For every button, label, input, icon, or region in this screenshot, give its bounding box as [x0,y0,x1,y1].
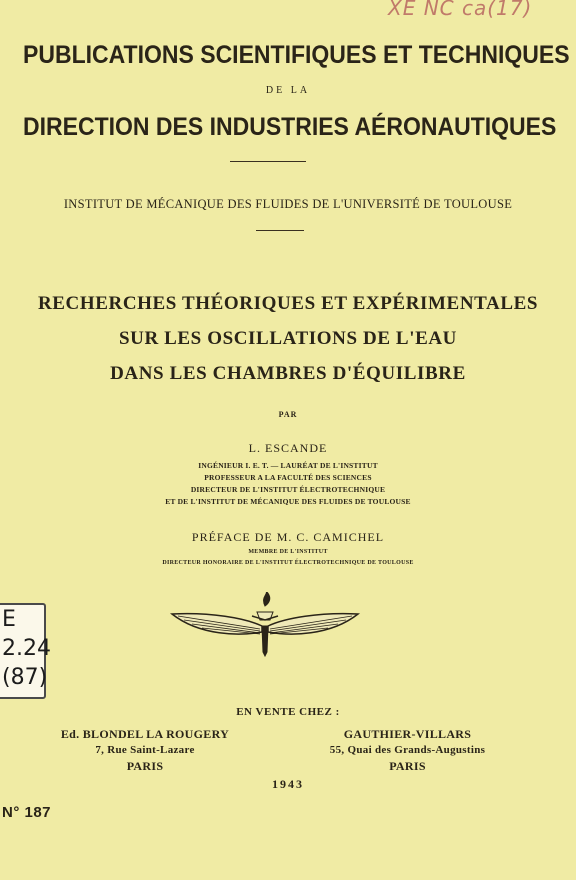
publisher-left-name: Ed. BLONDEL LA ROUGERY [60,727,230,741]
author-title-3: DIRECTEUR DE L'INSTITUT ÉLECTROTECHNIQUE [190,485,386,494]
en-vente-label: EN VENTE CHEZ : [236,706,340,718]
publisher-right [300,726,515,774]
series-number: N° 187 [2,804,52,821]
institut-line: INSTITUT DE MÉCANIQUE DES FLUIDES DE L'UNIVERSITÉ DE TOULOUSE [63,197,513,211]
publisher-right-city: PARIS [389,759,426,773]
title-line3: DANS LES CHAMBRES D'ÉQUILIBRE [110,363,466,384]
publication-year: 1943 [272,777,304,791]
series-title-line2: DIRECTION DES INDUSTRIES AÉRONAUTIQUES [23,113,557,141]
winged-emblem-icon [170,592,360,658]
preface-title-2: DIRECTEUR HONORAIRE DE L'INSTITUT ÉLECTROTECHNIQUE DE TOULOUSE [162,560,414,566]
library-sticker [0,603,51,699]
title-line1: RECHERCHES THÉORIQUES ET EXPÉRIMENTALES [37,293,539,314]
publisher-right-address: 55, Quai des Grands-Augustins [329,744,486,756]
series-title-line1: PUBLICATIONS SCIENTIFIQUES ET TECHNIQUES [23,41,570,69]
sticker-line-1: E [2,607,16,632]
sticker-line-3: (87) [2,665,48,690]
author-title-1: INGÉNIEUR I. E. T. — LAURÉAT DE L'INSTITUT [198,461,378,470]
divider-2 [256,230,304,231]
par-label: PAR [278,410,298,419]
author-name: L. ESCANDE [248,441,328,455]
author-title-2: PROFESSEUR A LA FACULTÉ DES SCIENCES [204,473,372,482]
author-title-4: ET DE L'INSTITUT DE MÉCANIQUE DES FLUIDES DE TOULOUSE [165,497,411,506]
sticker-line-2: 2.24 [2,636,51,661]
preface-line: PRÉFACE DE M. C. CAMICHEL [191,530,385,544]
publisher-right-name: GAUTHIER-VILLARS [343,727,472,741]
title-line2: SUR LES OSCILLATIONS DE L'EAU [118,328,458,349]
preface-title-1: MEMBRE DE L'INSTITUT [248,549,328,555]
divider-1 [230,161,306,162]
series-de-la: DE LA [265,85,311,96]
publisher-left [55,726,235,774]
handwritten-note: XE NC ca(17) [388,0,533,20]
publisher-left-city: PARIS [126,759,164,773]
publisher-left-address: 7, Rue Saint-Lazare [95,744,195,756]
